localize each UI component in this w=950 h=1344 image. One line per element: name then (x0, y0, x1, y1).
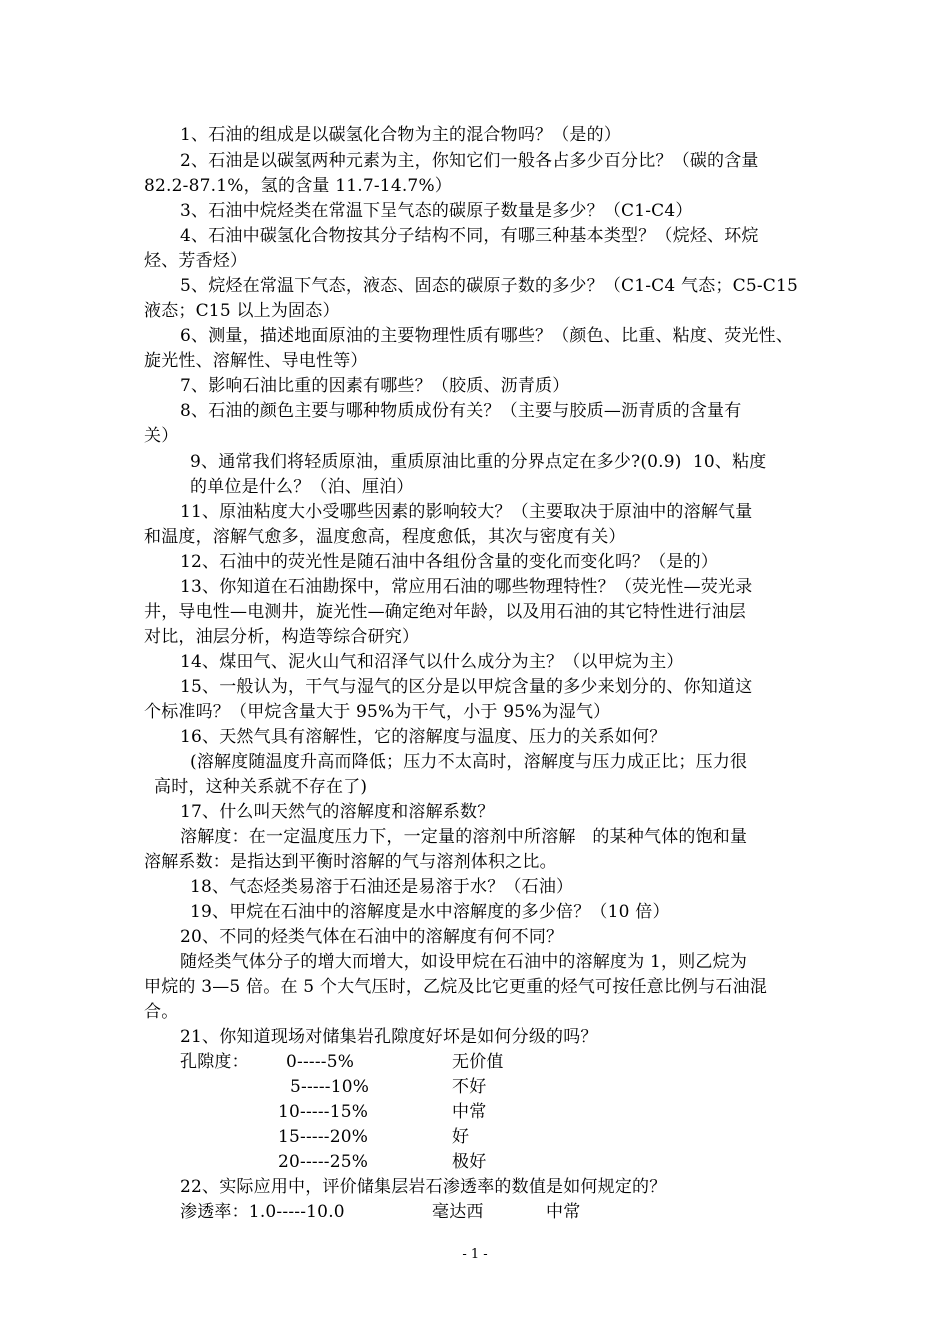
text-line: 溶解度：在一定温度压力下，一定量的溶剂中所溶解 的某种气体的饱和量 (180, 827, 748, 847)
text-line: 合。 (144, 1002, 179, 1022)
text-line: 21、你知道现场对储集岩孔隙度好坏是如何分级的吗？ (180, 1027, 598, 1047)
text-line: (溶解度随温度升高而降低；压力不太高时，溶解度与压力成正比；压力很 (190, 752, 748, 772)
text-line: 3、石油中烷烃类在常温下呈气态的碳原子数量是多少？（C1-C4） (180, 201, 693, 221)
porosity-grade: 中常 (452, 1102, 487, 1122)
text-line: 随烃类气体分子的增大而增大，如设甲烷在石油中的溶解度为 1，则乙烷为 (180, 952, 748, 972)
porosity-grade: 不好 (452, 1077, 487, 1097)
text-line: 14、煤田气、泥火山气和沼泽气以什么成分为主？（以甲烷为主） (180, 652, 684, 672)
text-line: 个标准吗？（甲烷含量大于 95%为干气，小于 95%为湿气） (144, 702, 611, 722)
porosity-grade: 好 (452, 1127, 470, 1147)
permeability-unit: 毫达西 (432, 1202, 484, 1222)
text-line: 关） (144, 426, 179, 446)
porosity-range: 10-----15% (278, 1102, 369, 1122)
permeability-label: 渗透率：1.0-----10.0 (180, 1202, 345, 1222)
text-line: 20、不同的烃类气体在石油中的溶解度有何不同？ (180, 927, 564, 947)
text-line: 甲烷的 3—5 倍。在 5 个大气压时，乙烷及比它更重的烃气可按任意比例与石油混 (144, 977, 768, 997)
text-line: 8、石油的颜色主要与哪种物质成份有关？（主要与胶质—沥青质的含量有 (180, 401, 742, 421)
text-line: 22、实际应用中，评价储集层岩石渗透率的数值是如何规定的？ (180, 1177, 667, 1197)
porosity-grade: 极好 (452, 1152, 487, 1172)
text-line: 液态；C15 以上为固态） (144, 301, 340, 321)
text-line: 5、烷烃在常温下气态，液态、固态的碳原子数的多少？（C1-C4 气态；C5-C15 (180, 276, 799, 296)
text-line: 和温度，溶解气愈多，温度愈高，程度愈低，其次与密度有关） (144, 527, 626, 547)
text-line: 15、一般认为，干气与湿气的区分是以甲烷含量的多少来划分的、你知道这 (180, 677, 753, 697)
text-line: 7、影响石油比重的因素有哪些？（胶质、沥青质） (180, 376, 570, 396)
text-line: 烃、芳香烃） (144, 251, 248, 271)
text-line: 12、石油中的荧光性是随石油中各组份含量的变化而变化吗？（是的） (180, 552, 719, 572)
text-line: 11、原油粘度大小受哪些因素的影响较大？（主要取决于原油中的溶解气量 (180, 502, 753, 522)
porosity-label: 孔隙度： (180, 1052, 249, 1072)
text-line: 对比，油层分析，构造等综合研究） (144, 627, 420, 647)
text-line: 16、天然气具有溶解性，它的溶解度与温度、压力的关系如何？ (180, 727, 667, 747)
text-line: 井，导电性—电测井，旋光性—确定绝对年龄，以及用石油的其它特性进行油层 (144, 602, 746, 622)
text-line: 6、测量，描述地面原油的主要物理性质有哪些？（颜色、比重、粘度、荧光性、 (180, 326, 794, 346)
text-line: 4、石油中碳氢化合物按其分子结构不同，有哪三种基本类型？（烷烃、环烷 (180, 226, 759, 246)
text-line: 溶解系数：是指达到平衡时溶解的气与溶剂体积之比。 (144, 852, 557, 872)
porosity-range: 0-----5% (286, 1052, 355, 1072)
text-line: 82.2-87.1%，氢的含量 11.7-14.7%） (144, 176, 453, 196)
text-line: 13、你知道在石油勘探中，常应用石油的哪些物理特性？（荧光性—荧光录 (180, 577, 753, 597)
porosity-range: 15-----20% (278, 1127, 369, 1147)
text-line: 9、通常我们将轻质原油，重质原油比重的分界点定在多少?(0.9) 10、粘度 (190, 452, 767, 472)
text-line: 高时，这种关系就不存在了) (154, 777, 368, 797)
page-number: - 1 - (462, 1247, 488, 1262)
porosity-grade: 无价值 (452, 1052, 504, 1072)
text-line: 旋光性、溶解性、导电性等） (144, 351, 368, 371)
text-line: 17、什么叫天然气的溶解度和溶解系数？ (180, 802, 495, 822)
text-line: 19、甲烷在石油中的溶解度是水中溶解度的多少倍？（10 倍） (190, 902, 670, 922)
permeability-grade: 中常 (546, 1202, 581, 1222)
porosity-range: 5-----10% (290, 1077, 370, 1097)
text-line: 2、石油是以碳氢两种元素为主，你知它们一般各占多少百分比？（碳的含量 (180, 151, 759, 171)
text-line: 的单位是什么？（泊、厘泊） (190, 477, 414, 497)
porosity-range: 20-----25% (278, 1152, 369, 1172)
text-line: 1、石油的组成是以碳氢化合物为主的混合物吗？（是的） (180, 125, 622, 145)
text-line: 18、气态烃类易溶于石油还是易溶于水？（石油） (190, 877, 574, 897)
